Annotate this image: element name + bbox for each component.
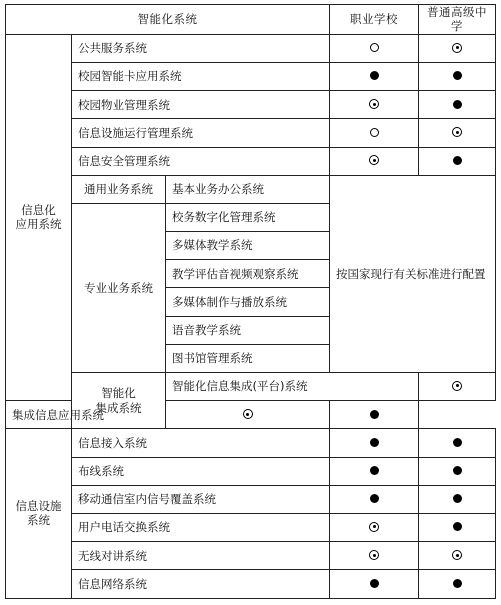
professional-item: 语音教学系统 <box>166 316 330 344</box>
black-dot-icon <box>370 579 379 588</box>
vocational-cell <box>330 119 419 147</box>
row-name: 移动通信室内信号覆盖系统 <box>72 485 330 513</box>
professional-item: 多媒体教学系统 <box>166 232 330 260</box>
vocational-cell <box>419 373 496 401</box>
high-school-cell <box>419 34 496 62</box>
configuration-table <box>5 4 496 599</box>
high-school-cell <box>419 147 496 175</box>
vocational-cell <box>330 485 419 513</box>
row-name: 用户电话交换系统 <box>72 513 330 541</box>
row-name: 信息安全管理系统 <box>72 147 330 175</box>
circled-dot-icon <box>452 550 462 560</box>
header-high-school: 普通高级中学 <box>419 5 496 35</box>
row-name: 无线对讲系统 <box>72 542 330 570</box>
subgroup-general: 通用业务系统 <box>72 175 166 203</box>
vocational-cell <box>330 91 419 119</box>
header-system: 智能化系统 <box>6 5 330 35</box>
header-row <box>6 5 496 35</box>
vocational-cell <box>330 62 419 90</box>
black-dot-icon <box>453 494 462 503</box>
black-dot-icon <box>370 438 379 447</box>
header-vocational: 职业学校 <box>330 5 419 35</box>
table-row <box>6 119 496 147</box>
black-dot-icon <box>370 466 379 475</box>
black-dot-icon <box>370 410 379 419</box>
table-row <box>6 485 496 513</box>
circled-dot-icon <box>369 155 379 165</box>
table-row <box>6 373 496 401</box>
high-school-cell <box>419 570 496 598</box>
table-row <box>6 570 496 598</box>
table-row <box>6 542 496 570</box>
high-school-cell <box>419 542 496 570</box>
row-name: 校园智能卡应用系统 <box>72 62 330 90</box>
vocational-cell <box>330 513 419 541</box>
row-name: 信息接入系统 <box>72 429 330 457</box>
vocational-cell <box>330 34 419 62</box>
high-school-cell <box>419 62 496 90</box>
professional-item: 校务数字化管理系统 <box>166 203 330 231</box>
vocational-cell <box>330 429 419 457</box>
black-dot-icon <box>453 438 462 447</box>
row-name: 信息设施运行管理系统 <box>72 119 330 147</box>
circled-dot-icon <box>369 522 379 532</box>
row-name: 智能化信息集成(平台)系统 <box>166 373 419 401</box>
circled-dot-icon <box>452 43 462 53</box>
circled-dot-icon <box>452 127 462 137</box>
high-school-cell <box>419 119 496 147</box>
subgroup-professional: 专业业务系统 <box>72 203 166 372</box>
circled-dot-icon <box>369 99 379 109</box>
professional-item: 图书馆管理系统 <box>166 344 330 372</box>
high-school-cell <box>419 485 496 513</box>
hollow-circle-icon <box>370 128 379 137</box>
circled-dot-icon <box>452 381 462 391</box>
vocational-cell <box>330 457 419 485</box>
professional-item: 教学评估音视频观察系统 <box>166 260 330 288</box>
table-row <box>6 147 496 175</box>
professional-item: 多媒体制作与播放系统 <box>166 288 330 316</box>
group-label-integration: 智能化 集成系统 <box>72 373 166 429</box>
group-label-facility: 信息设施 系统 <box>6 429 72 598</box>
table-row <box>6 401 496 429</box>
table-row <box>6 62 496 90</box>
vocational-cell <box>330 570 419 598</box>
row-name: 公共服务系统 <box>72 34 330 62</box>
high-school-cell <box>330 401 419 429</box>
black-dot-icon <box>453 466 462 475</box>
table-row <box>6 457 496 485</box>
row-name: 布线系统 <box>72 457 330 485</box>
table-row <box>6 91 496 119</box>
black-dot-icon <box>453 71 462 80</box>
high-school-cell <box>419 513 496 541</box>
high-school-cell <box>419 429 496 457</box>
table-row <box>6 429 496 457</box>
high-school-cell <box>419 91 496 119</box>
table-row <box>6 175 496 203</box>
circled-dot-icon <box>369 550 379 560</box>
black-dot-icon <box>370 494 379 503</box>
black-dot-icon <box>453 156 462 165</box>
row-name: 集成信息应用系统 <box>6 401 166 429</box>
table-row <box>6 34 496 62</box>
black-dot-icon <box>453 579 462 588</box>
black-dot-icon <box>370 71 379 80</box>
vocational-cell <box>330 147 419 175</box>
vocational-cell <box>166 401 330 429</box>
group-label-app: 信息化 应用系统 <box>6 34 72 400</box>
high-school-cell <box>419 457 496 485</box>
standard-note: 按国家现行有关标准进行配置 <box>330 175 496 372</box>
hollow-circle-icon <box>370 43 379 52</box>
general-item: 基本业务办公系统 <box>166 175 330 203</box>
circled-dot-icon <box>243 409 253 419</box>
table-row <box>6 513 496 541</box>
row-name: 信息网络系统 <box>72 570 330 598</box>
vocational-cell <box>330 542 419 570</box>
row-name: 校园物业管理系统 <box>72 91 330 119</box>
black-dot-icon <box>453 522 462 531</box>
black-dot-icon <box>453 100 462 109</box>
